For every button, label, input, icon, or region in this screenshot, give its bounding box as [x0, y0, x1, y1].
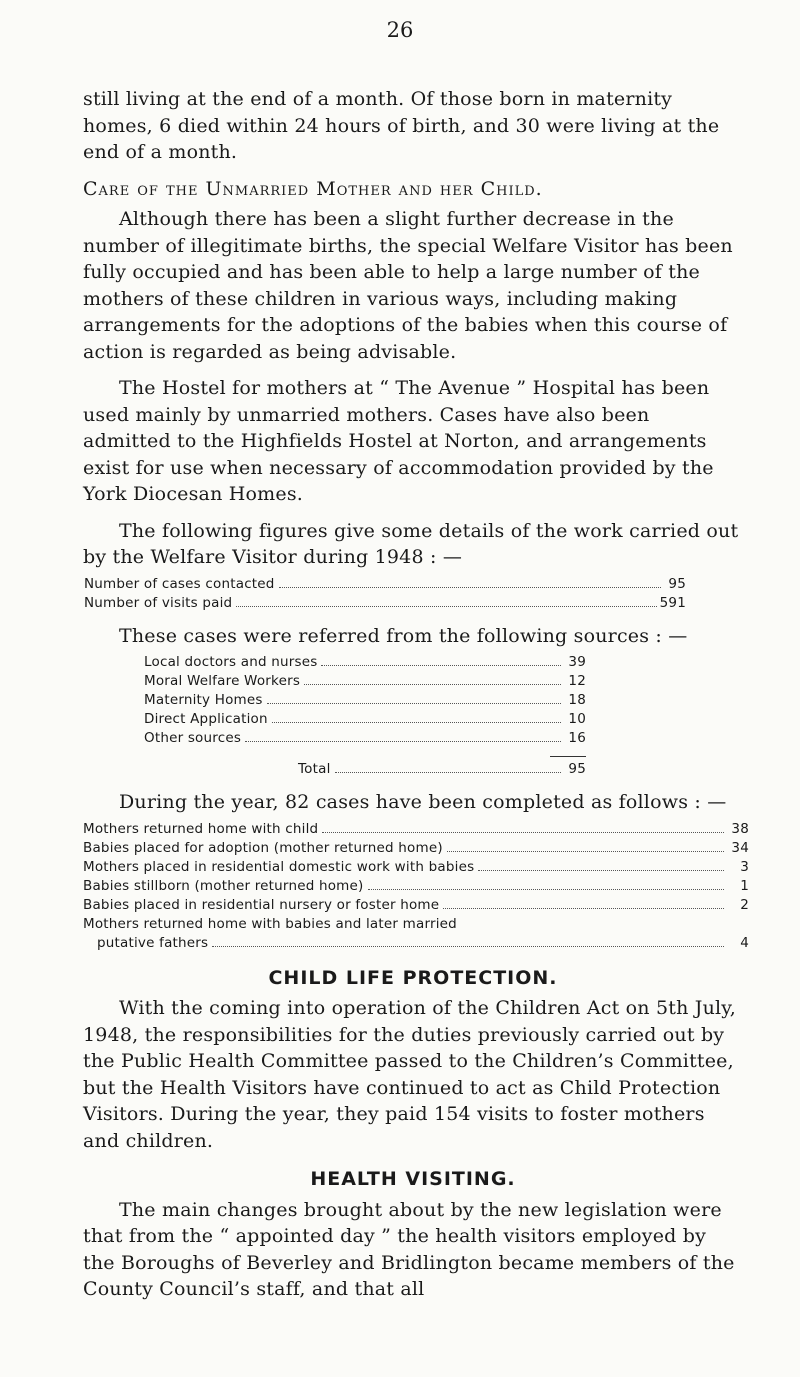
list-item: Number of visits paid 591: [84, 594, 686, 611]
list-item: Maternity Homes 18: [144, 692, 586, 708]
list-item: putative fathers 4: [97, 934, 749, 951]
sources-list: [144, 653, 586, 748]
list-item: Babies stillborn (mother returned home) 1: [83, 877, 749, 894]
total-rule: [144, 752, 586, 760]
section-heading-child-life: CHILD LIFE PROTECTION.: [268, 966, 558, 989]
child-life-paragraph: With the coming into operation of the Children Act on 5th July, 1948, the responsibilities for the duties previously carried out by the Public Health Committee passed to the Children’s Committee, but the Health Visitors have continued to act as Child Protection Visitors. During the year, they paid 154 visits to foster mothers and children.: [83, 997, 736, 1152]
work-figures-list: [84, 575, 686, 613]
total-row: Total 95: [298, 761, 586, 777]
section-heading-care: Care of the Unmarried Mother and her Child.: [83, 177, 543, 200]
list-item: Direct Application 10: [144, 711, 586, 727]
opening-paragraph: still living at the end of a month. Of those born in maternity homes, 6 died within 24 hours of birth, and 30 were living at the end of a month.: [83, 88, 720, 163]
care-paragraph-2: The Hostel for mothers at “ The Avenue ” Hospital has been used mainly by unmarried mothers. Cases have also been admitted to the Highfields Hostel at Norton, and arrangements exist for use when necessary of accommodation provided by the York Diocesan Homes.: [83, 377, 714, 505]
list-item: Moral Welfare Workers 12: [144, 673, 586, 689]
section-heading-health-visiting: HEALTH VISITING.: [310, 1168, 516, 1190]
list-item: Mothers returned home with babies and later married: [83, 915, 457, 932]
page-number: 26: [386, 18, 414, 42]
list-item: Babies placed in residential nursery or foster home 2: [83, 896, 749, 913]
list-item: Babies placed for adoption (mother returned home) 34: [83, 839, 749, 856]
care-paragraph-5: During the year, 82 cases have been completed as follows : —: [119, 791, 727, 813]
care-paragraph-3: The following figures give some details of the work carried out by the Welfare Visitor during 1948 : —: [83, 519, 739, 568]
list-item: Number of cases contacted 95: [84, 575, 686, 592]
care-paragraph-1: Although there has been a slight further decrease in the number of illegitimate births, the special Welfare Visitor has been fully occupied and has been able to help a large number of the mothers of these children in various ways, including making arrangements for the adoptions of the babies when this course of action is regarded as being advisable.: [83, 208, 733, 363]
page-body: [83, 86, 749, 1303]
list-item: Other sources 16: [144, 730, 586, 746]
list-item: Local doctors and nurses 39: [144, 654, 586, 670]
sources-total: [144, 760, 586, 779]
list-item: Mothers placed in residential domestic work with babies 3: [83, 858, 749, 875]
list-item: Mothers returned home with child 38: [83, 820, 749, 837]
care-paragraph-4: These cases were referred from the following sources : —: [119, 624, 688, 647]
health-visiting-paragraph: The main changes brought about by the new legislation were that from the “ appointed day ” the health visitors employed by the Boroughs of Beverley and Bridlington became members of the County Council’s staff, and that all: [83, 1198, 735, 1300]
outcomes-list: [83, 820, 749, 953]
